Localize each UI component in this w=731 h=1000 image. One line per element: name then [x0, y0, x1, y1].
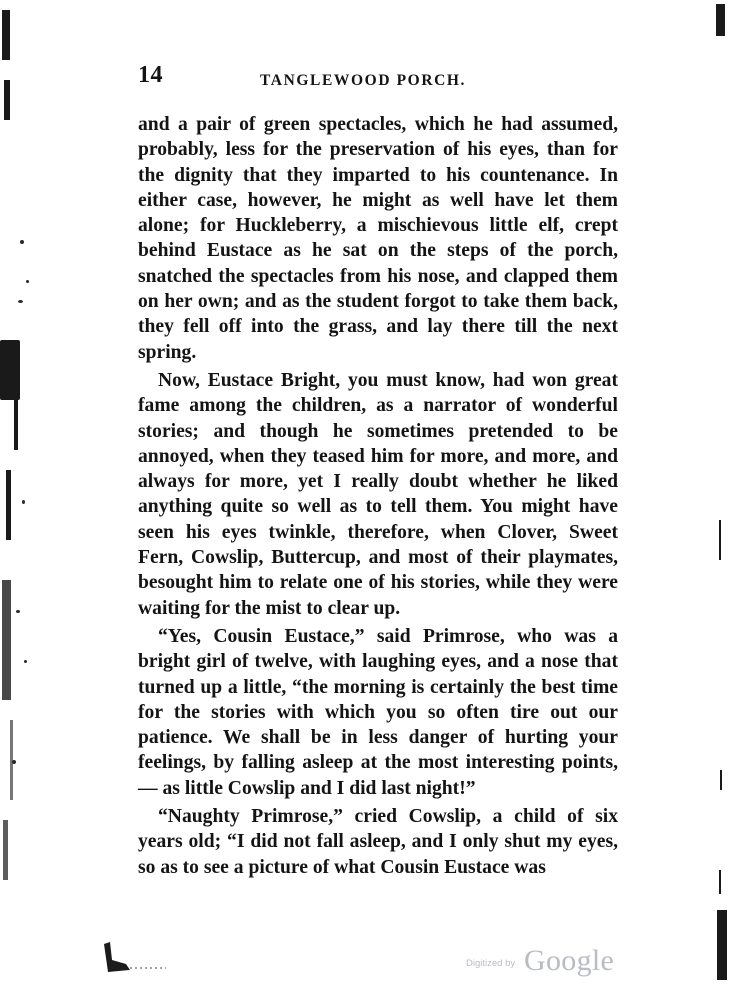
- scan-edge-left: [0, 0, 40, 1000]
- paragraph: “Yes, Cousin Eustace,” said Primrose, who was a bright girl of twelve, with laughing eyes, and a nose that turned up a little, “the morning is certainly the best time for the stories with which you so often tire out our patience. We shall be in less danger of hurting your feelings, by falling asleep at the most interesting points, — as little Cowslip and I did last night!”: [138, 625, 618, 799]
- watermark-brand: Google: [524, 944, 615, 977]
- paragraph: Now, Eustace Bright, you must know, had won great fame among the children, as a narrator of wonderful stories; and though he sometimes pretended to be annoyed, when they teased him for more, and more, and always for more, yet I really doubt whether he liked anything quite so well as to tell them. You might have seen his eyes twinkle, therefore, when Clover, Sweet Fern, Cowslip, Buttercup, and most of their playmates, besought him to relate one of his stories, while they were waiting for the mist to clear up.: [138, 369, 618, 619]
- running-header: [138, 62, 618, 102]
- digitized-watermark: [466, 944, 626, 980]
- watermark-prefix: Digitized by: [466, 958, 516, 969]
- scan-edge-right: [701, 0, 731, 1000]
- paragraph: “Naughty Primrose,” cried Cowslip, a child of six years old; “I did not fall asleep, and I only shut my eyes, so as to see a picture of what Cousin Eustace was: [138, 806, 618, 878]
- running-title: TANGLEWOOD PORCH.: [260, 72, 467, 89]
- ink-smudge: [100, 940, 170, 974]
- body-text: [138, 112, 618, 883]
- paragraph: and a pair of green spectacles, which he had assumed, probably, less for the preservation of his eyes, than for the dignity that they imparted to his countenance. In either case, however, he might as well have let them alone; for Huckleberry, a mischievous little elf, crept behind Eustace as he sat on the steps of the porch, snatched the spectacles from his nose, and clapped them on her own; and as the student forgot to take them back, they fell off into the grass, and lay there till the next spring.: [138, 114, 618, 363]
- page-number: 14: [138, 62, 163, 88]
